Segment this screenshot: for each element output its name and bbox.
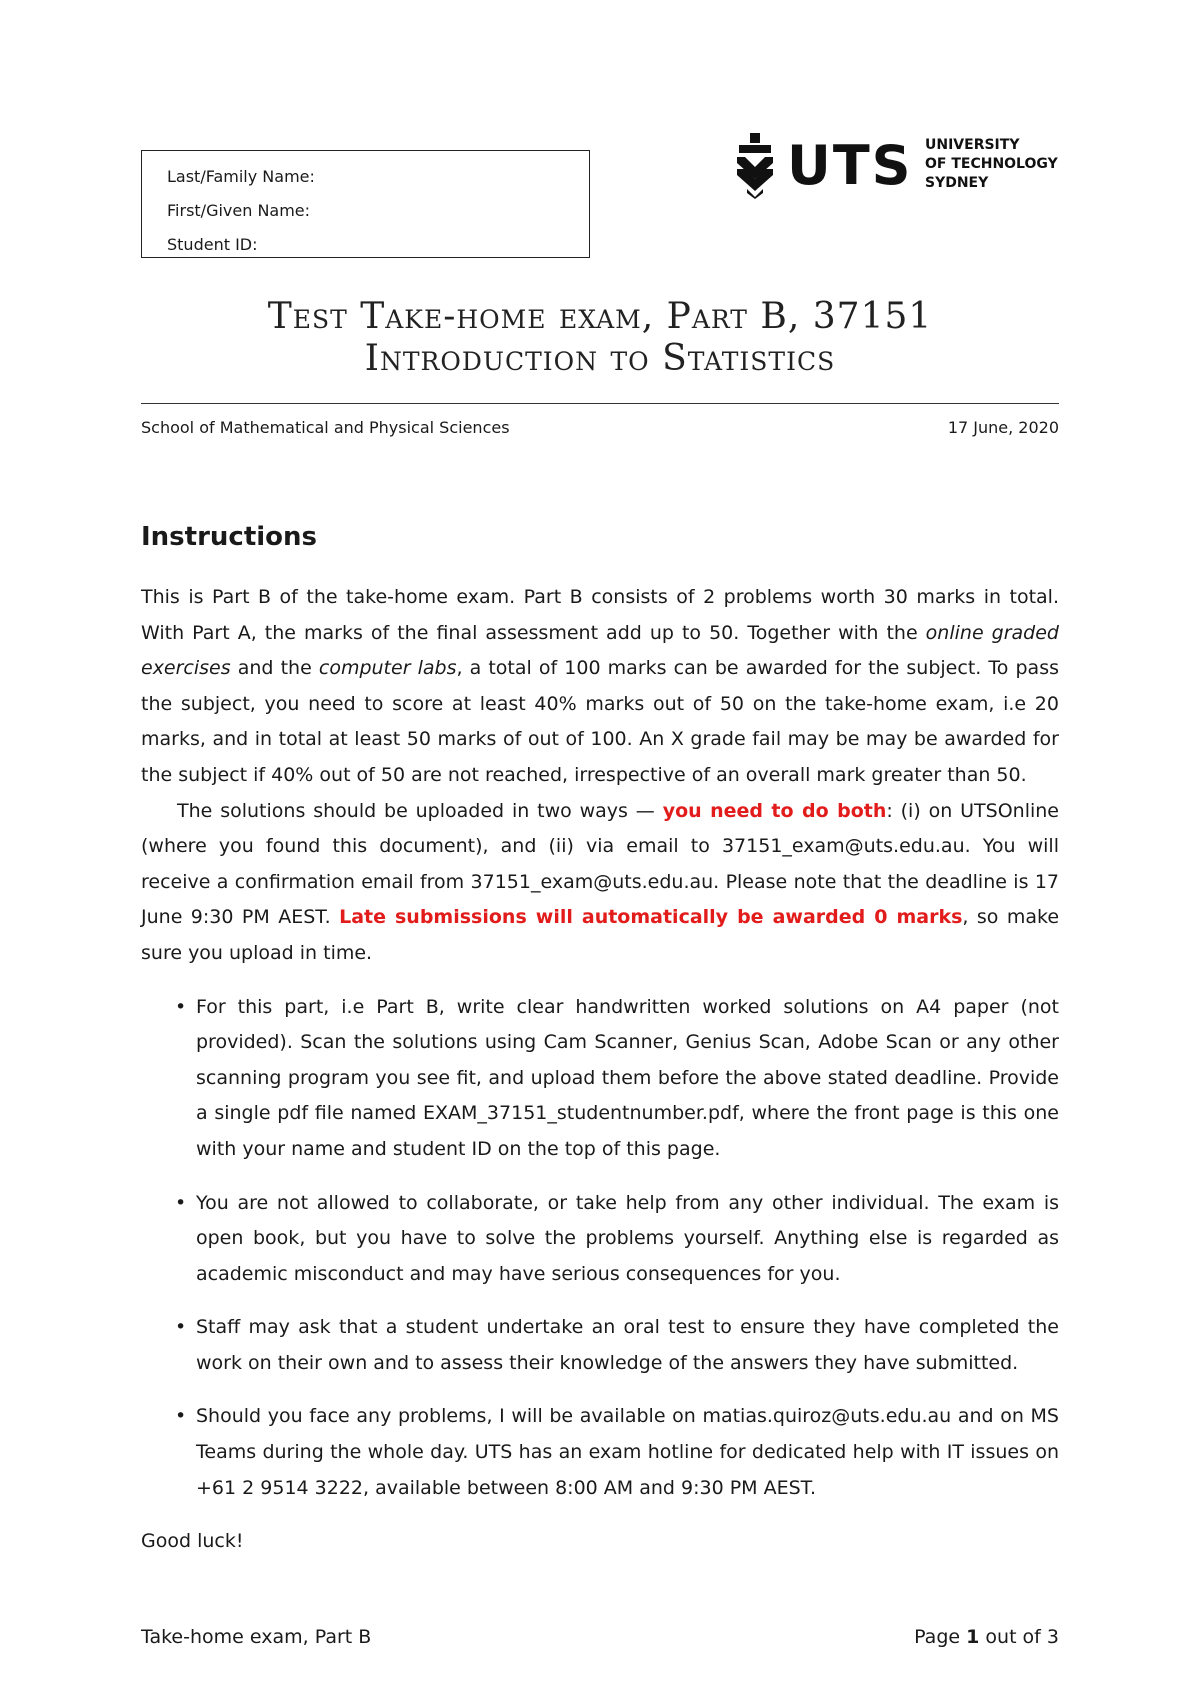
- title-line-2: Introduction to Statistics: [364, 338, 836, 379]
- instructions-body: [141, 580, 1059, 1560]
- paragraph-2: The solutions should be uploaded in two ways — you need to do both: (i) on UTSOnline (where you found this document), and (ii) via email to 37151_exam@uts.edu.au. You will receive a confirmation email from 37151_exam@uts.edu.au. Please note that the deadline is 17 June 9:30 PM AEST. Late submissions will automatically be awarded 0 marks, so make sure you upload in time.: [141, 799, 1060, 964]
- page-number: Page 1 out of 3: [914, 1626, 1059, 1648]
- list-item: • For this part, i.e Part B, write clear handwritten worked solutions on A4 paper (not provided). Scan the solutions using Cam Scanner, Genius Scan, Adobe Scan or any other scanning program you see fit, and upload them before the above stated deadline. Provide a single pdf file named EXAM_37151_studentnumber.pdf, where the front page is this one with your name and student ID on the top of this page.: [141, 990, 1059, 1168]
- list-item: • Staff may ask that a student undertake an oral test to ensure they have completed the work on their own and to assess their knowledge of the answers they have submitted.: [141, 1310, 1059, 1381]
- paragraph-1: This is Part B of the take-home exam. Part B consists of 2 problems worth 30 marks in total. With Part A, the marks of the final assessment add up to 50. Together with the online graded exercises and the computer labs, a total of 100 marks can be awarded for the subject. To pass the subject, you need to score at least 40% marks out of 50 on the take-home exam, i.e 20 marks, and in total at least 50 marks of out of 100. An X grade fail may be may be awarded for the subject if 40% out of 50 are not reached, irrespective of an overall mark greater than 50.: [141, 586, 1059, 786]
- emphasis-late-submissions: Late submissions will automatically be awarded 0 marks: [339, 906, 963, 929]
- emphasis-do-both: you need to do both: [662, 799, 887, 822]
- student-id-label: Student ID:: [167, 235, 258, 254]
- school-name: School of Mathematical and Physical Sciences: [141, 418, 510, 437]
- first-name-label: First/Given Name:: [167, 201, 311, 220]
- title-rule: [141, 403, 1059, 404]
- uts-crest-icon: [733, 133, 777, 199]
- last-name-label: Last/Family Name:: [167, 167, 315, 186]
- bullet-icon: •: [175, 1191, 187, 1214]
- instructions-heading: Instructions: [141, 522, 318, 552]
- uts-name: UNIVERSITY OF TECHNOLOGY SYDNEY: [925, 137, 1058, 191]
- footer-title: Take-home exam, Part B: [141, 1626, 372, 1648]
- list-item: • Should you face any problems, I will be available on matias.quiroz@uts.edu.au and on MS Teams during the whole day. UTS has an exam hotline for dedicated help with IT issues on +61 2 9514 3222, available between 8:00 AM and 9:30 PM AEST.: [141, 1399, 1059, 1506]
- bullet-icon: •: [175, 1316, 187, 1339]
- bullet-icon: •: [175, 995, 187, 1018]
- list-item: • You are not allowed to collaborate, or take help from any other individual. The exam is open book, but you have to solve the problems yourself. Anything else is regarded as academic misconduct and may have serious consequences for you.: [141, 1186, 1059, 1293]
- student-info-box: [141, 150, 590, 258]
- page-footer: [141, 1626, 1059, 1648]
- title-line-1: Test Take-home exam, Part B, 37151: [267, 296, 933, 337]
- exam-date: 17 June, 2020: [947, 418, 1059, 437]
- closing-text: Good luck!: [141, 1530, 244, 1553]
- bullet-icon: •: [175, 1405, 187, 1428]
- exam-title: [141, 296, 1059, 380]
- meta-row: [141, 418, 1059, 437]
- uts-logo: [733, 133, 1063, 199]
- uts-wordmark: UTS: [787, 134, 913, 197]
- instruction-list: [141, 990, 1059, 1507]
